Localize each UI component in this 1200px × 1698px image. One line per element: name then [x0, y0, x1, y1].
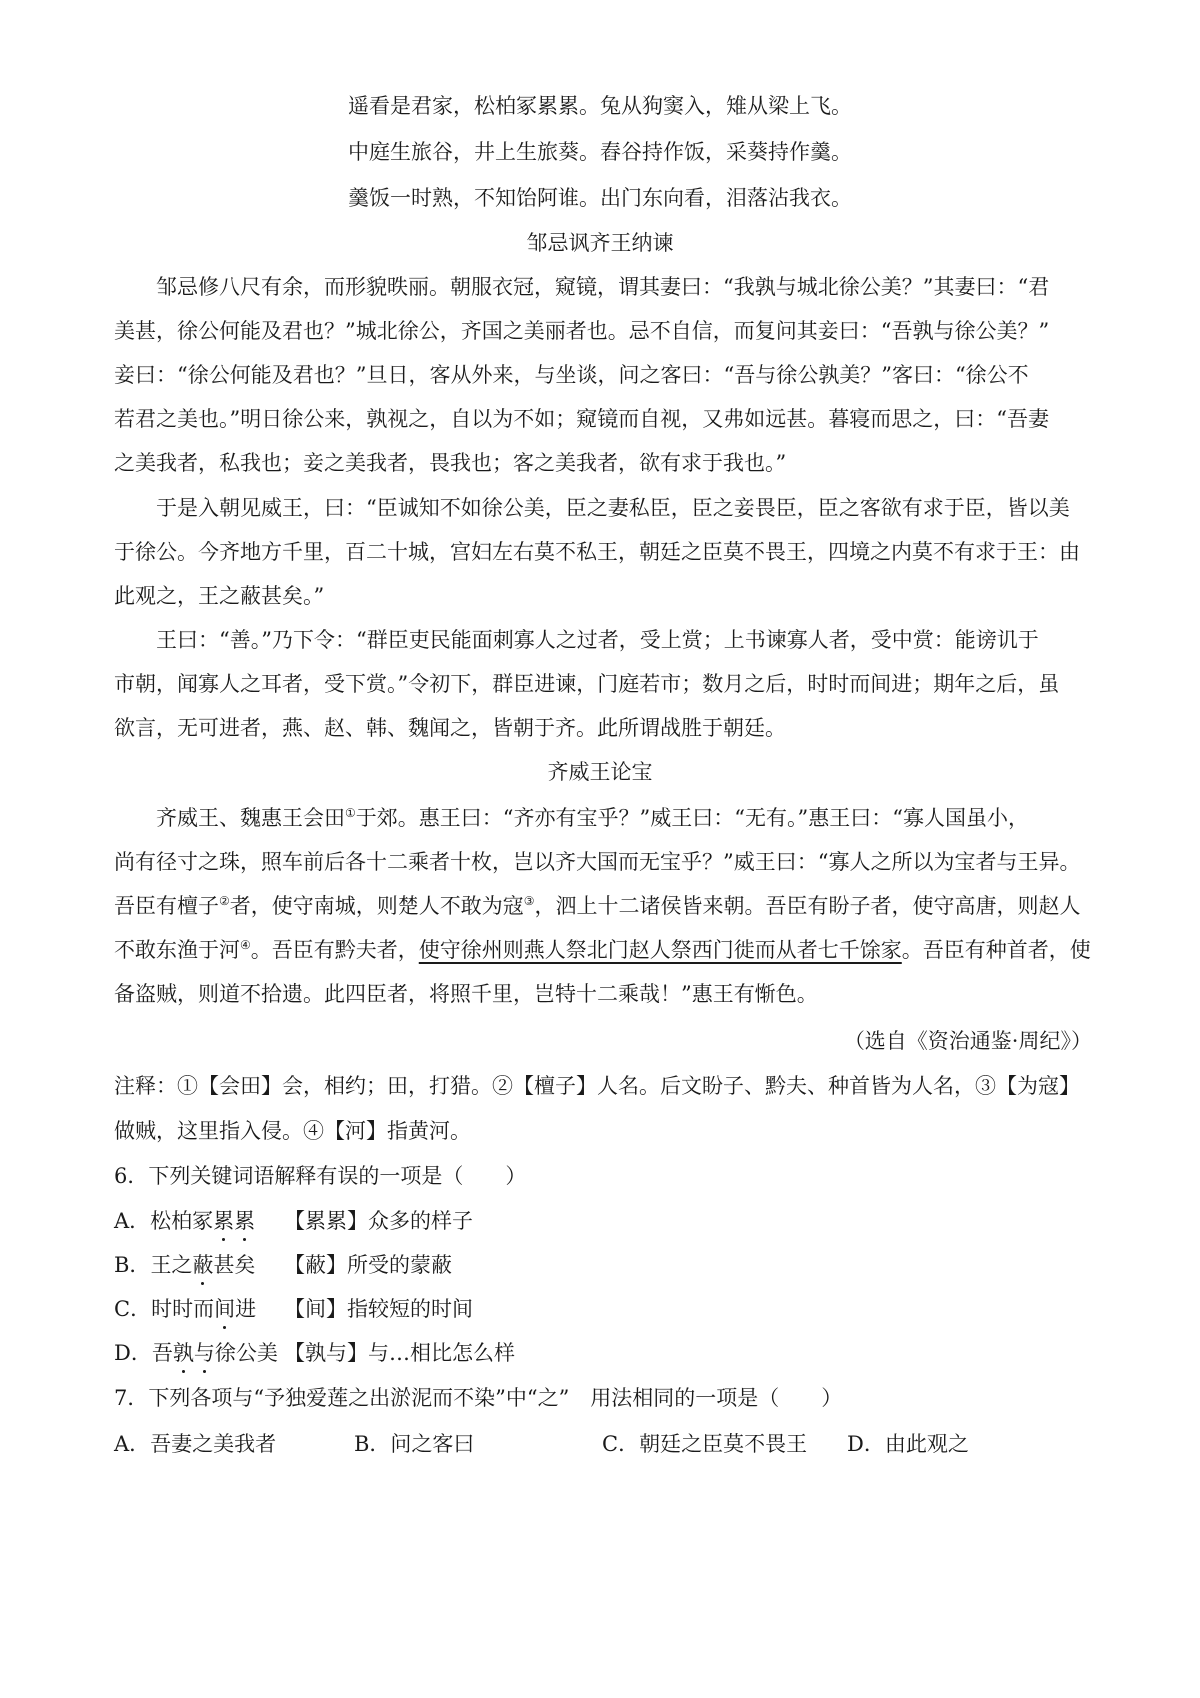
text1-line: 之美我者，私我也；妾之美我者，畏我也；客之美我者，欲有求于我也。” — [114, 451, 787, 475]
option-label: D． — [114, 1341, 152, 1365]
question-7-options — [114, 1430, 1094, 1458]
text1-line: 于是入朝见威王，曰：“臣诚知不如徐公美，臣之妻私臣，臣之妾畏臣，臣之客欲有求于臣，皆以美 — [114, 496, 1070, 520]
question-7-option-d: D．由此观之 — [847, 1432, 969, 1456]
text-run: ，泗上十二诸侯皆来朝。吾臣有盼子者，使守高唐，则赵人 — [534, 894, 1081, 918]
question-7-option-c: C．朝廷之臣莫不畏王 — [602, 1432, 808, 1456]
text1-line: 市朝，闻寡人之耳者，受下赏。”令初下，群臣进谏，门庭若市；数月之后，时时而间进；期年之后，虽 — [114, 672, 1060, 696]
text-run: 进 — [235, 1297, 257, 1321]
emphasis-char: 累 — [234, 1209, 256, 1233]
text1-title: 邹忌讽齐王纳谏 — [526, 231, 674, 255]
question-6-option-b — [114, 1251, 1094, 1279]
text-run: 。吾臣有种首者，使 — [901, 938, 1091, 962]
text1-line: 于徐公。今齐地方千里，百二十城，宫妇左右莫不私王，朝廷之臣莫不畏王，四境之内莫不有求于王：由 — [114, 540, 1080, 564]
text2-title: 齐威王论宝 — [547, 760, 653, 784]
text-run: 吾臣有檀子 — [114, 894, 219, 918]
text1-line: 妾曰：“徐公何能及君也？”旦日，客从外来，与坐谈，问之客曰：“吾与徐公孰美？”客曰：“徐公不 — [114, 363, 1029, 387]
poem-line-1: 遥看是君家，松柏冢累累。兔从狗窦入，雉从梁上飞。 — [348, 94, 852, 118]
text-run: 不敢东渔于河 — [114, 938, 240, 962]
emphasis-char: 累 — [213, 1209, 235, 1233]
text-run: 徐公美 — [214, 1341, 278, 1365]
text1-line: 此观之，王之蔽甚矣。” — [114, 584, 325, 608]
text-run: 于郊。惠王曰：“齐亦有宝乎？”威王曰：“无有。”惠王曰：“寡人国虽小， — [355, 806, 1029, 830]
poem-line-2: 中庭生旅谷，井上生旅葵。舂谷持作饭，采葵持作羹。 — [348, 140, 852, 164]
question-6-stem: 6．下列关键词语解释有误的一项是（ ） — [114, 1164, 527, 1188]
text1-line: 王曰：“善。”乃下令：“群臣吏民能面刺寡人之过者，受上赏；上书谏寡人者，受中赏：能谤讥于 — [114, 628, 1039, 652]
question-6-option-a — [114, 1207, 1094, 1235]
option-explanation: 【累累】众多的样子 — [284, 1209, 473, 1233]
text-run: 吾 — [151, 1341, 173, 1365]
poem-line-3: 羹饭一时熟，不知饴阿谁。出门东向看，泪落沾我衣。 — [348, 186, 852, 210]
text2-line-3 — [114, 892, 1094, 920]
emphasis-char: 间 — [214, 1297, 236, 1321]
emphasis-char: 与 — [193, 1341, 215, 1365]
text1-line: 美甚，徐公何能及君也？”城北徐公，齐国之美丽者也。忌不自信，而复问其妾曰：“吾孰与徐公美？” — [114, 319, 1050, 343]
option-explanation: 【间】指较短的时间 — [284, 1297, 473, 1321]
note-marker: ① — [345, 806, 356, 820]
text-run: 。吾臣有黔夫者， — [250, 938, 419, 962]
text2-line-5: 备盗贼，则道不拾遗。此四臣者，将照千里，岂特十二乘哉！”惠王有惭色。 — [114, 982, 818, 1006]
text1-line: 若君之美也。”明日徐公来，孰视之，自以为不如；窥镜而自视，又弗如远甚。暮寝而思之，曰：“吾妻 — [114, 407, 1049, 431]
text1-line: 欲言，无可进者，燕、赵、韩、魏闻之，皆朝于齐。此所谓战胜于朝廷。 — [114, 716, 786, 740]
question-6-option-c — [114, 1295, 1094, 1323]
option-label: C． — [114, 1297, 152, 1321]
text2-line-1 — [114, 804, 1094, 832]
source-citation: （选自《资治通鉴·周纪》） — [843, 1029, 1092, 1053]
note-marker: ② — [219, 894, 230, 908]
text-run: 松柏冢 — [150, 1209, 214, 1233]
text2-line-2: 尚有径寸之珠，照车前后各十二乘者十枚，岂以齐大国而无宝乎？”威王曰：“寡人之所以为宝者与王异。 — [114, 850, 1081, 874]
option-label: A． — [114, 1209, 151, 1233]
question-6-option-d — [114, 1339, 1094, 1367]
text-run: 甚矣 — [213, 1253, 256, 1277]
option-explanation: 【蔽】所受的蒙蔽 — [284, 1253, 452, 1277]
text-run: 王之 — [150, 1253, 193, 1277]
question-7-option-b: B．问之客曰 — [354, 1432, 475, 1456]
text-run: 齐威王、魏惠王会田 — [114, 806, 345, 830]
question-7-option-a: A．吾妻之美我者 — [114, 1432, 277, 1456]
question-7-stem: 7．下列各项与“予独爱莲之出淤泥而不染”中“之” 用法相同的一项是（ ） — [114, 1386, 843, 1410]
note-marker: ④ — [240, 938, 251, 952]
text2-line-4 — [114, 936, 1094, 964]
notes-line-1: 注释：①【会田】会，相约；田，打猎。②【檀子】人名。后文盼子、黔夫、种首皆为人名，③【为寇】 — [114, 1074, 1080, 1098]
underlined-sentence: 使守徐州则燕人祭北门赵人祭西门徙而从者七千馀家 — [418, 938, 902, 962]
emphasis-char: 蔽 — [192, 1253, 214, 1277]
option-explanation: 【孰与】与…相比怎么样 — [284, 1341, 515, 1365]
text-run: 时时而 — [151, 1297, 215, 1321]
text1-line: 邹忌修八尺有余，而形貌昳丽。朝服衣冠，窥镜，谓其妻曰：“我孰与城北徐公美？”其妻曰：“君 — [114, 275, 1050, 299]
notes-line-2: 做贼，这里指入侵。④【河】指黄河。 — [114, 1119, 471, 1143]
text-run: 者，使守南城，则楚人不敢为寇 — [229, 894, 524, 918]
note-marker: ③ — [523, 894, 535, 908]
emphasis-char: 孰 — [172, 1341, 194, 1365]
option-label: B． — [114, 1253, 151, 1277]
